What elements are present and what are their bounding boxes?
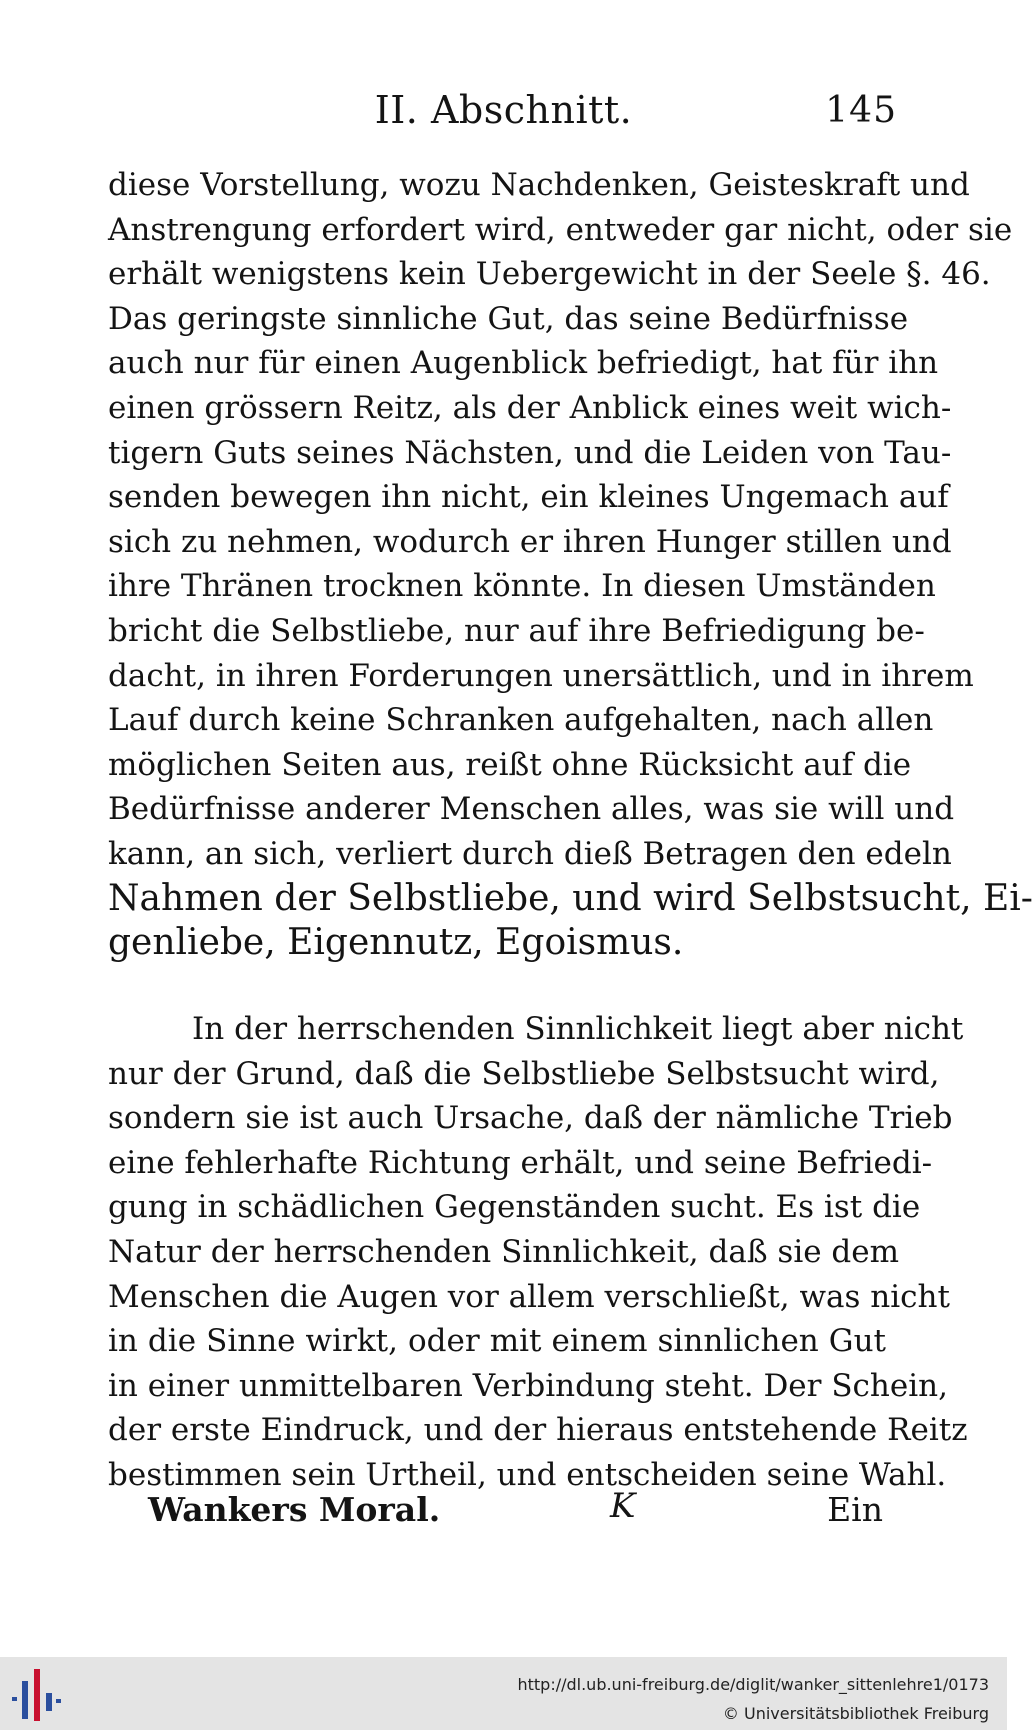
text-line: diese Vorstellung, wozu Nachdenken, Geisteskraft und	[108, 167, 970, 203]
text-line: kann, an sich, verliert durch dieß Betragen den edeln	[108, 835, 952, 872]
viewer-footer-bar	[0, 1657, 1007, 1730]
page-header	[110, 88, 897, 140]
copyright-notice: © Universitätsbibliothek Freiburg	[722, 1704, 989, 1723]
text-line: sich zu nehmen, wodurch er ihren Hunger stillen und	[108, 523, 952, 560]
signature-mark: K	[610, 1486, 636, 1526]
text-line: ihre Thränen trocknen könnte. In diesen Umständen	[108, 568, 936, 605]
page-number: 145	[825, 90, 897, 131]
text-line: der erste Eindruck, und der hieraus entstehende Reitz	[108, 1412, 968, 1449]
text-line: möglichen Seiten aus, reißt ohne Rücksicht auf die	[108, 746, 912, 783]
text-line: Nahmen der Selbstliebe, und wird Selbstsucht, Ei-	[108, 877, 1033, 919]
paragraph-1	[108, 163, 1033, 966]
paragraph-2	[108, 1007, 968, 1498]
text-line: Das geringste sinnliche Gut, das seine Bedürfnisse	[108, 300, 909, 337]
text-line: bestimmen sein Urtheil, und entscheiden seine Wahl.	[108, 1456, 947, 1493]
page-footer	[148, 1486, 883, 1540]
text-line: sondern sie ist auch Ursache, daß der nämliche Trieb	[108, 1100, 953, 1137]
signature-line: Wankers Moral.	[148, 1490, 441, 1529]
text-line: senden bewegen ihn nicht, ein kleines Ungemach auf	[108, 479, 949, 516]
text-line: in die Sinne wirkt, oder mit einem sinnlichen Gut	[108, 1323, 886, 1360]
text-line: in einer unmittelbaren Verbindung steht. Der Schein,	[108, 1367, 948, 1404]
text-line: Natur der herrschenden Sinnlichkeit, daß sie dem	[108, 1233, 900, 1270]
text-line: nur der Grund, daß die Selbstliebe Selbstsucht wird,	[108, 1055, 940, 1092]
catchword: Ein	[827, 1490, 883, 1529]
text-line: Bedürfnisse anderer Menschen alles, was sie will und	[108, 791, 955, 828]
permalink-url[interactable]: http://dl.ub.uni-freiburg.de/diglit/wanker_sittenlehre1/0173	[517, 1675, 989, 1694]
text-line: gung in schädlichen Gegenständen sucht. Es ist die	[108, 1189, 921, 1226]
text-line: bricht die Selbstliebe, nur auf ihre Befriedigung be-	[108, 612, 925, 649]
text-line: auch nur für einen Augenblick befriedigt, hat für ihn	[108, 345, 939, 382]
text-line: Menschen die Augen vor allem verschließt, was nicht	[108, 1278, 950, 1315]
text-line: eine fehlerhafte Richtung erhält, und seine Befriedi-	[108, 1144, 933, 1181]
text-line: genliebe, Eigennutz, Egoismus.	[108, 922, 684, 964]
text-line: erhält wenigstens kein Uebergewicht in der Seele §. 46.	[108, 256, 991, 293]
text-line: einen grössern Reitz, als der Anblick eines weit wich-	[108, 389, 952, 426]
text-line: In der herrschenden Sinnlichkeit liegt aber nicht	[192, 1011, 964, 1047]
ub-freiburg-logo-icon[interactable]	[8, 1667, 63, 1723]
text-line: tigern Guts seines Nächsten, und die Leiden von Tau-	[108, 434, 952, 471]
text-line: Lauf durch keine Schranken aufgehalten, nach allen	[108, 702, 934, 739]
running-head: II. Abschnitt.	[374, 88, 633, 132]
text-line: dacht, in ihren Forderungen unersättlich, und in ihrem	[108, 657, 974, 694]
text-line: Anstrengung erfordert wird, entweder gar nicht, oder sie	[108, 211, 1013, 248]
